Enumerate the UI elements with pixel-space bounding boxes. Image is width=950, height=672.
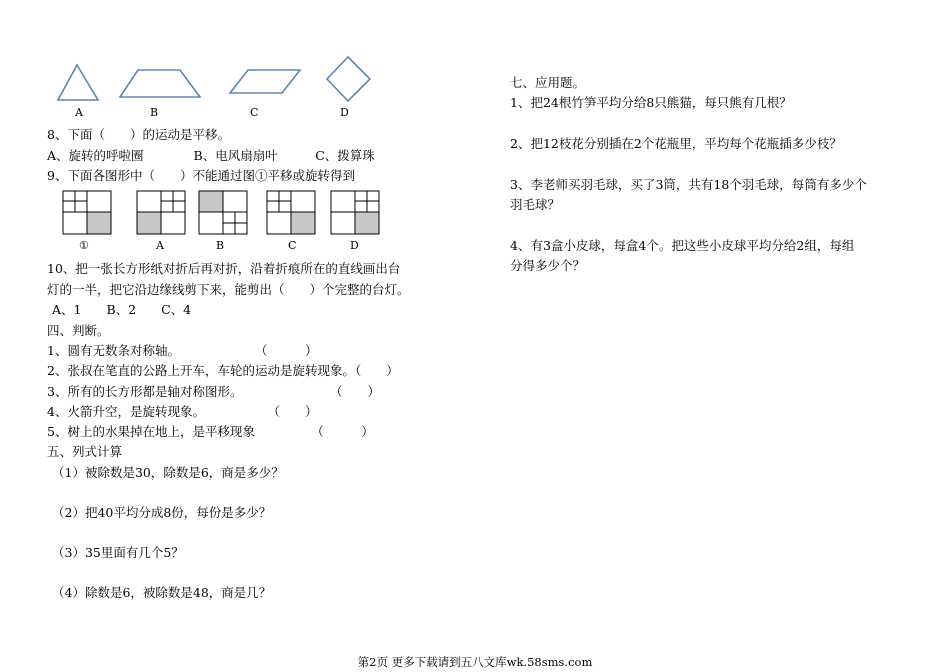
calc-3: （3）35里面有几个5？	[52, 545, 184, 560]
parallelogram-shape	[228, 68, 302, 96]
grid-figure-d	[330, 190, 380, 236]
grid-label-1: ①	[79, 239, 89, 252]
trapezoid-shape	[118, 68, 202, 100]
grid-label-b: B	[216, 239, 225, 252]
shape-label-c: C	[250, 106, 259, 119]
app-question-4-line-2: 分得多少个？	[510, 258, 586, 273]
question-10-line-1: 10、把一张长方形纸对折后再对折，沿着折痕所在的直线画出台	[47, 261, 401, 276]
calc-4: （4）除数是6，被除数是48，商是几？	[52, 585, 272, 600]
question-8-options: A、旋转的呼啦圈 B、电风扇扇叶 C、拨算珠	[47, 148, 375, 163]
section-5-heading: 五、列式计算	[47, 444, 123, 459]
triangle-shape	[56, 63, 100, 103]
grid-label-a: A	[156, 239, 164, 252]
app-question-2: 2、把12枝花分别插在2个花瓶里，平均每个花瓶插多少枝？	[510, 136, 842, 151]
shape-label-a: A	[75, 106, 83, 119]
question-10-options: A、1 B、2 C、4	[52, 302, 192, 317]
calc-1: （1）被除数是30，除数是6，商是多少？	[52, 465, 284, 480]
judge-4: 4、火箭升空，是旋转现象。 （ ）	[47, 404, 318, 419]
calc-2: （2）把40平均分成8份，每份是多少？	[52, 505, 272, 520]
grid-figure-c	[266, 190, 316, 236]
app-question-3-line-1: 3、李老师买羽毛球，买了3筒，共有18个羽毛球，每筒有多少个	[510, 177, 867, 192]
page-footer: 第2页 更多下载请到五八文库wk.58sms.com	[357, 655, 593, 669]
judge-5: 5、树上的水果掉在地上，是平移现象 （ ）	[47, 424, 374, 439]
section-7-heading: 七、应用题。	[510, 75, 586, 90]
app-question-4-line-1: 4、有3盒小皮球，每盒4个。把这些小皮球平均分给2组，每组	[510, 238, 855, 253]
grid-label-d: D	[350, 239, 359, 252]
shape-label-d: D	[340, 106, 349, 119]
question-8: 8、下面（ ）的运动是平移。	[47, 127, 230, 142]
judge-3: 3、所有的长方形都是轴对称图形。 （ ）	[47, 384, 380, 399]
grid-label-c: C	[288, 239, 297, 252]
section-4-heading: 四、判断。	[47, 323, 110, 338]
app-question-1: 1、把24根竹笋平均分给8只熊猫，每只熊有几根？	[510, 95, 792, 110]
judge-1: 1、圆有无数条对称轴。 （ ）	[47, 343, 318, 358]
question-10-line-2: 灯的一半，把它沿边缘线剪下来，能剪出（ ）个完整的台灯。	[47, 282, 410, 297]
question-9: 9、下面各图形中（ ）不能通过图①平移或旋转得到	[47, 168, 355, 183]
app-question-3-line-2: 羽毛球？	[510, 197, 561, 212]
judge-2: 2、张叔在笔直的公路上开车，车轮的运动是旋转现象。（ ）	[47, 363, 399, 378]
grid-figure-1	[62, 190, 112, 236]
grid-figure-a	[136, 190, 186, 236]
rhombus-shape	[325, 55, 373, 103]
grid-figure-b	[198, 190, 248, 236]
shape-label-b: B	[150, 106, 159, 119]
